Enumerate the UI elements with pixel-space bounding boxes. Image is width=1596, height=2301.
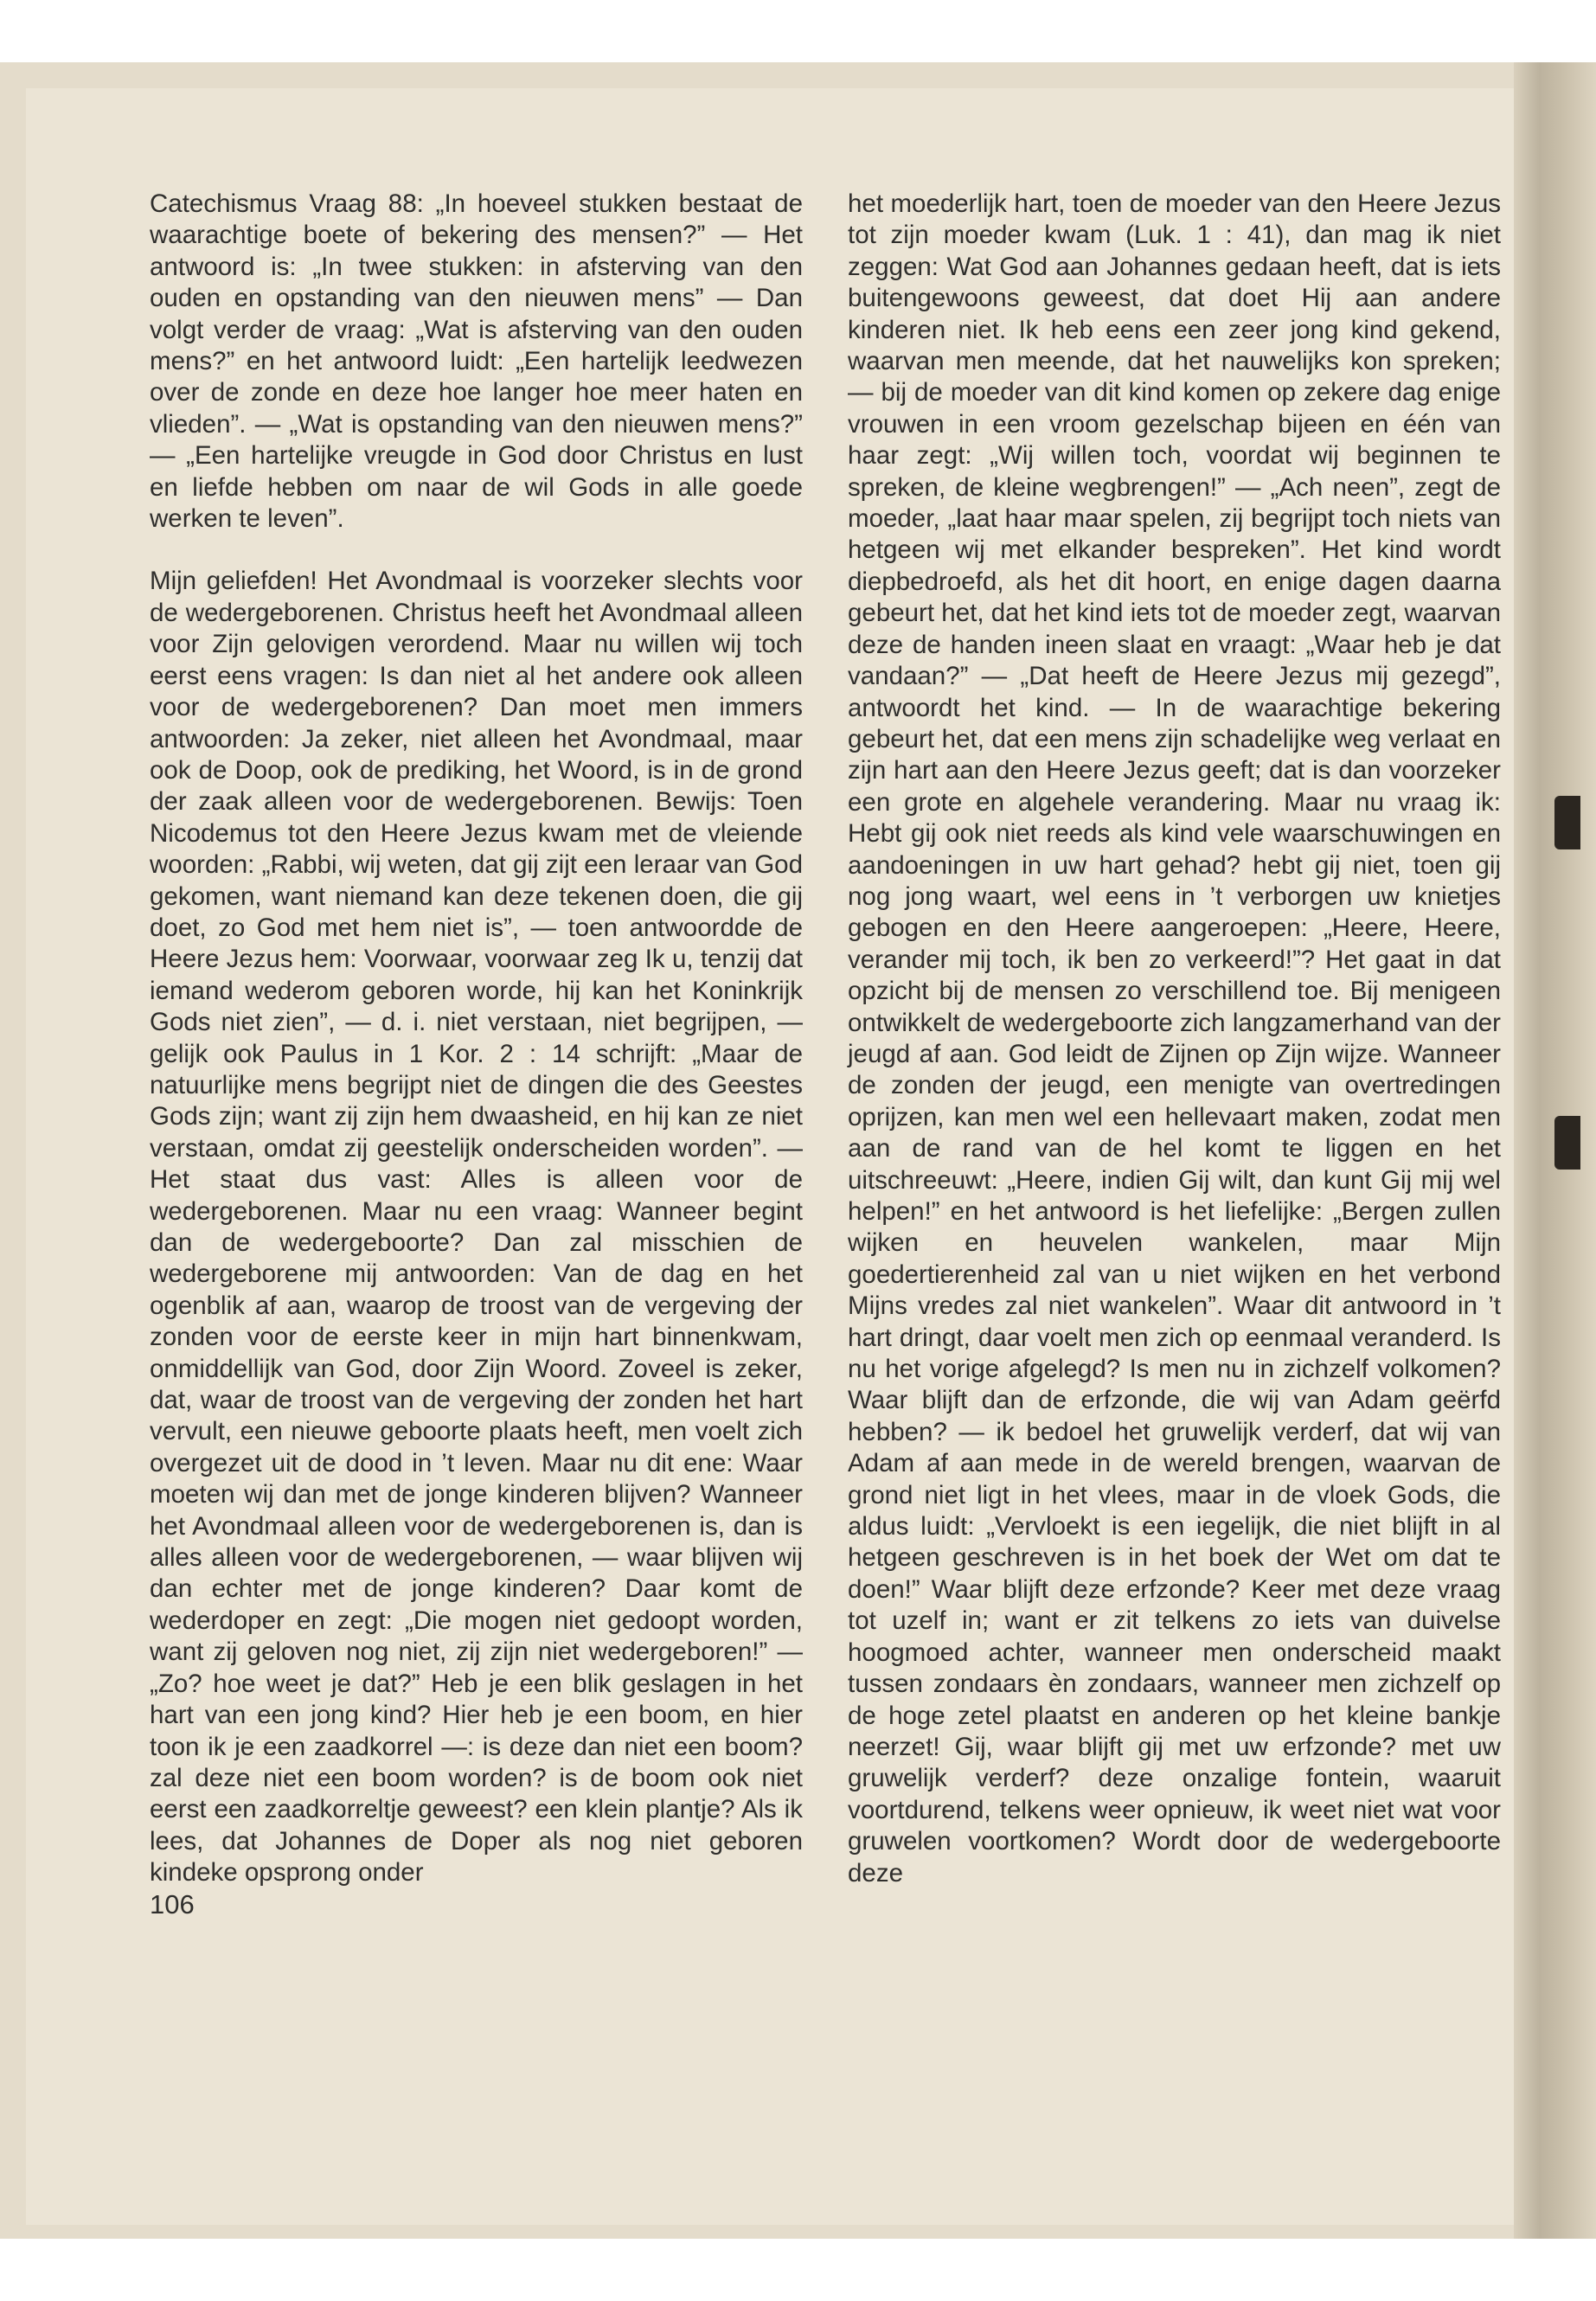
scan-border-bottom [0, 2239, 1596, 2301]
page-number: 106 [150, 1888, 195, 1920]
paragraph: Mijn geliefden! Het Avondmaal is voorzeker slechts voor de wedergeborenen. Christus heeft het Avondmaal alleen voor Zijn gelovigen verordend. Maar nu willen wij toch eerst eens vragen: Is dan niet al het andere ook alleen voor de wedergeborenen? Dan moet men immers antwoorden: Ja zeker, niet alleen het Avondmaal, maar ook de Doop, ook de prediking, het Woord, is in de grond der zaak alleen voor de wedergeborenen. Bewijs: Toen Nicodemus tot den Heere Jezus kwam met de vleiende woorden: „Rabbi, wij weten, dat gij zijt een leraar van God gekomen, want niemand kan deze tekenen doen, die gij doet, zo God met hem niet is”, — toen antwoordde de Heere Jezus hem: Voorwaar, voorwaar zeg Ik u, tenzij dat iemand wederom geboren worde, hij kan het Koninkrijk Gods niet zien”, — d. i. niet verstaan, niet begrijpen, — gelijk ook Paulus in 1 Kor. 2 : 14 schrijft: „Maar de natuurlijke mens begrijpt niet de dingen die des Geestes Gods zijn; want zij zijn hem dwaasheid, en hij kan ze niet verstaan, omdat zij geestelijk onderscheiden worden”. — Het staat dus vast: Alles is alleen voor de wedergeborenen. Maar nu een vraag: Wanneer begint dan de wedergeboorte? Dan zal misschien de wedergeborene mij antwoorden: Van de dag en het ogenblik af aan, waarop de troost van de vergeving der zonden voor de eerste keer in mijn hart binnenkwam, onmiddellijk van God, door Zijn Woord. Zoveel is zeker, dat, waar de troost van de vergeving der zonden het hart vervult, een nieuwe geboorte plaats heeft, men voelt zich overgezet uit de dood in ’t leven. Maar nu dit ene: Waar moeten wij dan met de jonge kinderen blijven? Wanneer het Avondmaal alleen voor de wedergeborenen is, dan is alles alleen voor de wedergeborenen, — waar blijven wij dan echter met de jonge kinderen? Daar komt de wederdoper en zegt: „Die mogen niet gedoopt worden, want zij geloven nog niet, zij zijn niet wedergeboren!” — „Zo? hoe weet je dat?” Heb je een blik geslagen in het hart van een jong kind? Hier heb je een boom, en hier toon ik je een zaadkorrel —: is deze dan niet een boom? zal deze niet een boom worden? is de boom ook niet eerst een zaadkorreltje geweest? een klein plantje? Als ik lees, dat Johannes de Doper als nog niet geboren kindeke opsprong onder [150, 567, 803, 1888]
page-clip-marker [1554, 796, 1580, 849]
page-clip-marker [1554, 1116, 1580, 1170]
scan-border-top [0, 0, 1596, 62]
left-text-column [150, 189, 803, 1920]
paragraph: het moederlijk hart, toen de moeder van den Heere Jezus tot zijn moeder kwam (Luk. 1 : 41), dan mag ik niet zeggen: Wat God aan Johannes gedaan heeft, dat is iets buitengewoons geweest, dat doet Hij aan andere kinderen niet. Ik heb eens een zeer jong kind gekend, waarvan men meende, dat het nauwelijks kon spreken; — bij de moeder van dit kind komen op zekere dag enige vrouwen in een vroom gezelschap bijeen en één van haar zegt: „Wij willen toch, voordat wij beginnen te spreken, de kleine wegbrengen!” — „Ach neen”, zegt de moeder, „laat haar maar spelen, zij begrijpt toch niets van hetgeen wij met elkander bespreken”. Het kind wordt diepbedroefd, als het dit hoort, en enige dagen daarna gebeurt het, dat het kind iets tot de moeder zegt, waarvan deze de handen ineen slaat en vraagt: „Waar heb je dat vandaan?” — „Dat heeft de Heere Jezus mij gezegd”, antwoordt het kind. — In de waarachtige bekering gebeurt het, dat een mens zijn schadelijke weg verlaat en zijn hart aan den Heere Jezus geeft; dat is dan voorzeker een grote en algehele verandering. Maar nu vraag ik: Hebt gij ook niet reeds als kind vele waarschuwingen en aandoeningen in uw hart gehad? hebt gij niet, toen gij nog jong waart, wel eens in ’t verborgen uw knietjes gebogen en den Heere aangeroepen: „Heere, Heere, verander mij toch, ik ben zo verkeerd!”? Het gaat in dat opzicht bij de mensen zo verschillend toe. Bij menigeen ontwikkelt de wedergeboorte zich langzamerhand van der jeugd af aan. God leidt de Zijnen op Zijn wijze. Wanneer de zonden der jeugd, een menigte van overtredingen oprijzen, kan men wel een hellevaart maken, zodat men aan de rand van de hel komt te liggen en het uitschreeuwt: „Heere, indien Gij wilt, dan kunt Gij mij wel helpen!” en het antwoord is het liefelijke: „Bergen zullen wijken en heuvelen wankelen, maar Mijn goedertierenheid zal van u niet wijken en het verbond Mijns vredes zal niet wankelen”. Waar dit antwoord in ’t hart dringt, daar voelt men zich op eenmaal veranderd. Is nu het vorige afgelegd? Is men nu in zichzelf volkomen? Waar blijft dan de erfzonde, die wij van Adam geërfd hebben? — ik bedoel het gruwelijk verderf, dat wij van Adam af aan mede in de wereld brengen, waarvan de grond niet ligt in het vlees, maar in de vloek Gods, die aldus luidt: „Vervloekt is een iegelijk, die niet blijft in al hetgeen geschreven is in het boek der Wet om dat te doen!” Waar blijft deze erfzonde? Keer met deze vraag tot uzelf in; want er zit telkens zo iets van duivelse hoogmoed achter, wanneer men onderscheid maakt tussen zondaars èn zondaars, wanneer men zichzelf op de hoge zetel plaatst en anderen op het kleine bankje neerzet! Gij, waar blijft gij met uw erfzonde? met uw gruwelijk verderf? deze onzalige fontein, waaruit voortdurend, telkens weer opnieuw, ik weet niet wat voor gruwelen voortkomen? Wordt door de wedergeboorte deze [848, 189, 1501, 1888]
paragraph: Catechismus Vraag 88: „In hoeveel stukken bestaat de waarachtige boete of bekering des mensen?” — Het antwoord is: „In twee stukken: in afsterving van den ouden en opstanding van den nieuwen mens” — Dan volgt verder de vraag: „Wat is afsterving van den ouden mens?” en het antwoord luidt: „Een hartelijk leedwezen over de zonde en deze hoe langer hoe meer haten en vlieden”. — „Wat is opstanding van den nieuwen mens?” — „Een hartelijke vreugde in God door Christus en lust en liefde hebben om naar de wil Gods in alle goede werken te leven”. [150, 189, 803, 534]
right-text-column [848, 189, 1501, 1889]
